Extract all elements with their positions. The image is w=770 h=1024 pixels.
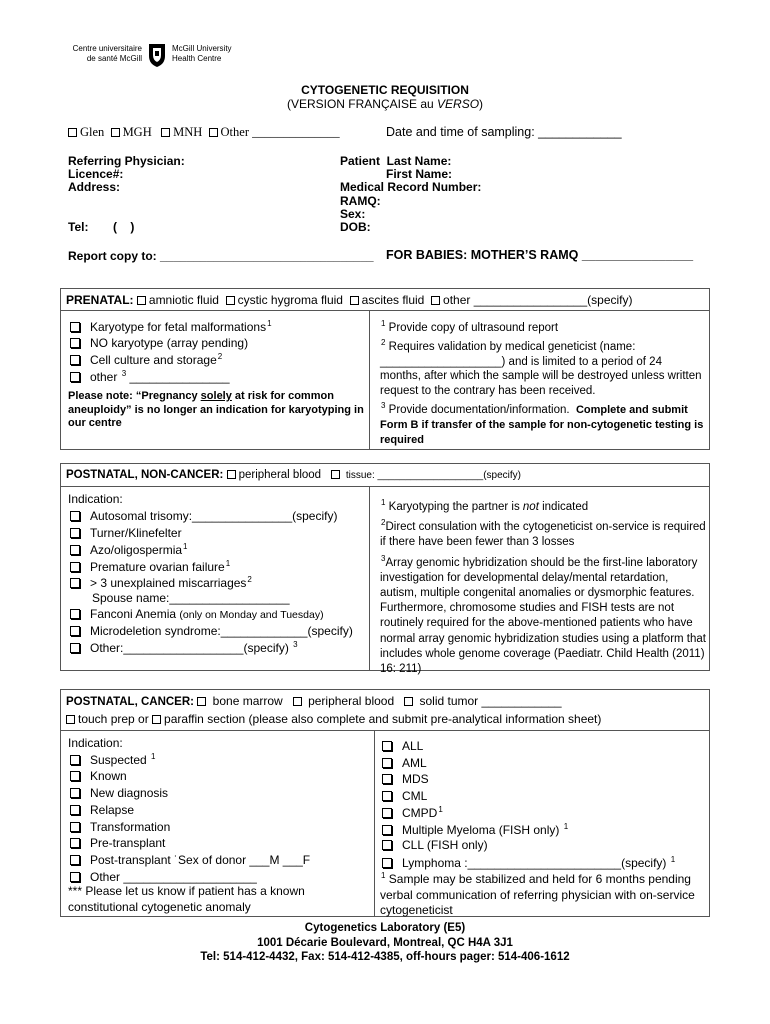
nc-microdeletion-option[interactable]: Microdeletion syndrome:_____________(specify) <box>70 624 353 638</box>
c-pre-transplant-option[interactable]: Pre-transplant <box>70 836 165 850</box>
c-bone-marrow-checkbox[interactable]: bone marrow <box>197 694 282 708</box>
c-suspected-option[interactable]: Suspected $^1$ <box>70 752 156 767</box>
site-glen-checkbox[interactable]: Glen <box>68 125 104 139</box>
nc-peripheral-blood-checkbox[interactable]: peripheral blood <box>227 469 321 481</box>
nc-turner-option[interactable]: Turner/Klinefelter <box>70 526 182 540</box>
logo-text-fr: Centre universitaire de santé McGill <box>72 44 142 63</box>
prenatal-other-checkbox[interactable]: other _________________(specify) <box>431 293 632 307</box>
c-solid-tumor-checkbox[interactable]: solid tumor ____________ <box>404 694 561 708</box>
prenatal-note: Please note: “Pregnancy solely at risk for common aneuploidy” is no longer an indication for karyotyping in our centre <box>68 390 364 429</box>
tel-parens: ( ) <box>113 220 135 234</box>
c-transformation-option[interactable]: Transformation <box>70 820 170 834</box>
touch-prep-checkbox[interactable]: touch prep or <box>66 712 152 726</box>
c-cml-option[interactable]: CML <box>382 789 427 803</box>
footer-contact: Tel: 514-412-4432, Fax: 514-412-4385, off-hours pager: 514-406-1612 <box>200 951 570 963</box>
c-post-transplant-option[interactable]: Post-transplant ˙Sex of donor ___M ___F <box>70 853 310 867</box>
licence-label: Licence#: <box>68 167 124 181</box>
c-all-option[interactable]: ALL <box>382 739 423 753</box>
site-mnh-checkbox[interactable]: MNH <box>161 125 202 139</box>
nc-fanconi-option[interactable]: Fanconi Anemia (only on Monday and Tuesday) <box>70 607 324 621</box>
report-copy-field[interactable]: Report copy to: ________________________________ <box>68 249 374 263</box>
dob-label: DOB: <box>340 220 371 234</box>
prenatal-no-karyotype-option[interactable]: NO karyotype (array pending) <box>70 336 248 350</box>
c-footnote: *** Please let us know if patient has a known constitutional cytogenetic anomaly <box>68 884 305 914</box>
c-cll-option[interactable]: CLL (FISH only) <box>382 838 488 852</box>
c-mds-option[interactable]: MDS <box>382 772 429 786</box>
cancer-samples: POSTNATAL, CANCER: bone marrow peripheral blood solid tumor ____________ <box>66 694 562 708</box>
logo <box>72 42 252 70</box>
ascites-fluid-checkbox[interactable]: ascites fluid <box>350 293 425 307</box>
c-cmpd-option[interactable]: CMPD$^1$ <box>382 805 443 820</box>
c-peripheral-blood-checkbox[interactable]: peripheral blood <box>293 694 394 708</box>
mother-ramq-field[interactable]: FOR BABIES: MOTHER’S RAMQ ________________ <box>386 248 694 262</box>
footer-lab: Cytogenetics Laboratory (E5) <box>304 922 466 934</box>
c-myeloma-option[interactable]: Multiple Myeloma (FISH only) $^1$ <box>382 822 568 837</box>
nc-miscarriages-option[interactable]: > 3 unexplained miscarriages$^2$ <box>70 575 252 590</box>
crest-icon <box>147 42 167 68</box>
c-right-note: $^1$ Sample may be stabilized and held for 6 months pending verbal communication of referring physician with on-service cytogeneticist <box>380 871 695 917</box>
sex-label: Sex: <box>340 207 366 221</box>
amniotic-fluid-checkbox[interactable]: amniotic fluid <box>137 293 219 307</box>
sampling-date-field[interactable]: Date and time of sampling: ____________ <box>386 125 622 139</box>
nc-azo-option[interactable]: Azo/oligospermia$^1$ <box>70 542 188 557</box>
mrn-label: Medical Record Number: <box>340 180 482 194</box>
referring-physician-label: Referring Physician: <box>68 154 185 168</box>
postnatal-nc-right-notes: $^1$ Karyotyping the partner is not indicated $^2$Direct consulation with the cytogeneticist on-service is required if there have been fewer than 3 losses $^3$Array genomic hybridization should be the first-line laboratory investigation for developmental delay/mental retardation, autism, multiple congenital anomalies or dysmorphic features. Furthermore, chromosome studies and FISH tests are not routinely required for the above-mentioned patients who have normal array genomic hybridization studies using a platform that includes whole genome coverage (Paediatr. Child Health (2011) 16: 211) <box>380 498 706 676</box>
cystic-hygroma-checkbox[interactable]: cystic hygroma fluid <box>226 293 343 307</box>
c-new-diagnosis-option[interactable]: New diagnosis <box>70 786 168 800</box>
prenatal-cell-culture-option[interactable]: Cell culture and storage$^2$ <box>70 352 222 367</box>
c-other-option[interactable]: Other ____________________ <box>70 870 257 884</box>
prenatal-karyotype-option[interactable]: Karyotype for fetal malformations$^1$ <box>70 319 272 334</box>
postnatal-nc-samples: POSTNATAL, NON-CANCER: peripheral blood tissue: ___________________(specify) <box>66 469 521 481</box>
site-other-checkbox[interactable]: Other ______________ <box>209 125 340 139</box>
site-options <box>68 125 340 140</box>
nc-ovarian-option[interactable]: Premature ovarian failure$^1$ <box>70 559 230 574</box>
tel-label: Tel: <box>68 220 89 234</box>
patient-last-name-label: Patient Last Name: <box>340 154 452 168</box>
ramq-label: RAMQ: <box>340 194 381 208</box>
logo-text-en: McGill University Health Centre <box>172 44 232 63</box>
site-mgh-checkbox[interactable]: MGH <box>111 125 152 139</box>
prenatal-other-option[interactable]: other $^3$ _______________ <box>70 369 230 384</box>
prenatal-right-notes: $^1$ Provide copy of ultrasound report $^2$ Requires validation by medical geneticist (name: ___________________) and is limited to a period of 24 months, after which the sample will be destroyed unless written request to the contrary has been received. $^3$ Provide documentation/information. Complete and submit Form B if transfer of the sample for non-cytogenetic testing is required <box>380 319 704 446</box>
nc-indication-label: Indication: <box>68 492 123 506</box>
c-lymphoma-option[interactable]: Lymphoma :_______________________(specify) $^1$ <box>382 855 675 870</box>
nc-spouse-field[interactable]: Spouse name:__________________ <box>92 591 290 605</box>
nc-tissue-checkbox[interactable]: tissue: ___________________(specify) <box>331 469 521 481</box>
c-relapse-option[interactable]: Relapse <box>70 803 134 817</box>
page-subtitle: (VERSION FRANÇAISE au VERSO) <box>286 97 484 111</box>
c-indication-label: Indication: <box>68 736 123 750</box>
cancer-prep-options <box>66 712 601 726</box>
prenatal-samples: PRENATAL: amniotic fluid cystic hygroma fluid ascites fluid other _________________(specify) <box>66 293 633 307</box>
nc-other-option[interactable]: Other:__________________(specify) $^3$ <box>70 640 298 655</box>
c-aml-option[interactable]: AML <box>382 756 427 770</box>
nc-trisomy-option[interactable]: Autosomal trisomy:_______________(specify) <box>70 509 337 523</box>
address-label: Address: <box>68 180 121 194</box>
paraffin-section-checkbox[interactable]: paraffin section (please also complete and submit pre-analytical information sheet) <box>152 712 601 726</box>
page-title: CYTOGENETIC REQUISITION <box>301 83 469 97</box>
c-known-option[interactable]: Known <box>70 769 127 783</box>
patient-first-name-label: First Name: <box>386 167 453 181</box>
footer-address: 1001 Décarie Boulevard, Montreal, QC H4A 3J1 <box>257 937 513 949</box>
